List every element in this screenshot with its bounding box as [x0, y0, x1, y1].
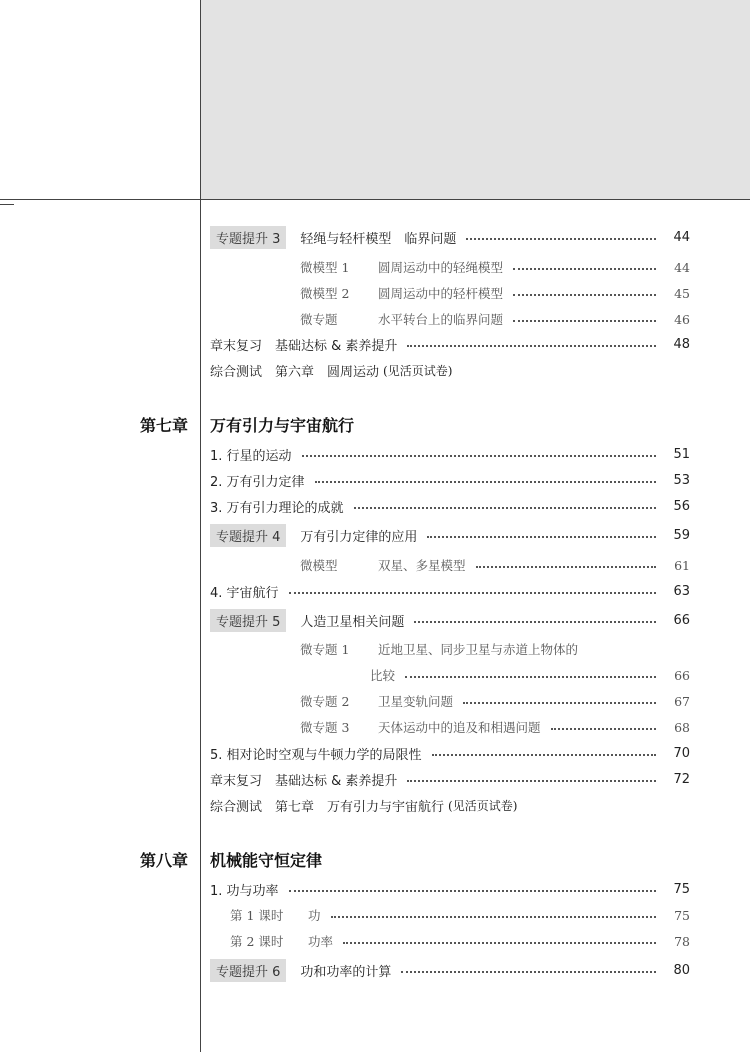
chapter-title[interactable]: 万有引力与宇宙航行 — [210, 416, 355, 435]
page-number: 78 — [674, 933, 690, 949]
page-number: 63 — [673, 583, 690, 599]
page-number: 66 — [673, 612, 690, 628]
entry-title: 圆周运动中的轻绳模型 — [378, 260, 504, 275]
chapter-label: 第七章 — [140, 416, 189, 435]
toc-entry[interactable] — [210, 359, 662, 381]
dot-leader — [466, 238, 656, 240]
entry-note: (见活页试卷) — [383, 363, 453, 378]
dot-leader — [414, 621, 656, 623]
toc-subentry[interactable] — [300, 716, 690, 738]
dot-leader — [551, 728, 656, 730]
entry-title: 双星、多星模型 — [378, 558, 466, 573]
toc-subentry[interactable] — [300, 638, 662, 660]
entry-note: (见活页试卷) — [448, 798, 518, 813]
toc-entry[interactable] — [210, 609, 690, 631]
entry-title: 4. 宇宙航行 — [210, 585, 279, 601]
entry-title: 天体运动中的追及和相遇问题 — [378, 720, 541, 735]
entry-title: 人造卫星相关问题 — [300, 614, 405, 630]
entry-title: 万有引力定律的应用 — [300, 529, 418, 545]
toc-entry[interactable] — [210, 495, 690, 517]
dot-leader — [513, 320, 656, 322]
toc-entry[interactable] — [210, 524, 690, 546]
entry-label: 第 2 课时 — [230, 934, 284, 949]
dot-leader — [331, 916, 656, 918]
page-number: 53 — [673, 472, 690, 488]
entry-label: 第 1 课时 — [230, 908, 284, 923]
toc-subentry-continued[interactable] — [370, 664, 690, 686]
dot-leader — [432, 754, 656, 756]
margin-mark — [0, 204, 14, 205]
page-number: 61 — [674, 557, 690, 573]
page-number: 46 — [674, 311, 690, 327]
topic-tag: 专题提升 5 — [210, 609, 286, 632]
dot-leader — [289, 890, 656, 892]
entry-label: 微专题 — [300, 312, 338, 327]
entry-label: 微专题 2 — [300, 694, 350, 709]
header-gray-block — [201, 0, 750, 199]
toc-subentry[interactable] — [230, 904, 690, 926]
toc-subentry[interactable] — [230, 930, 690, 952]
page-number: 68 — [674, 719, 690, 735]
toc-entry[interactable] — [210, 226, 690, 248]
entry-title: 圆周运动中的轻杆模型 — [378, 286, 504, 301]
topic-tag: 专题提升 6 — [210, 959, 286, 982]
dot-leader — [401, 971, 656, 973]
horizontal-rule — [0, 199, 750, 200]
entry-label: 微专题 3 — [300, 720, 350, 735]
dot-leader — [463, 702, 656, 704]
entry-title: 水平转台上的临界问题 — [378, 312, 504, 327]
entry-title: 1. 行星的运动 — [210, 448, 292, 464]
page-number: 70 — [673, 745, 690, 761]
entry-title: 综合测试 第六章 圆周运动 — [210, 364, 380, 380]
entry-title: 卫星变轨问题 — [378, 694, 454, 709]
dot-leader — [476, 566, 656, 568]
toc-subentry[interactable] — [300, 256, 690, 278]
dot-leader — [343, 942, 656, 944]
dot-leader — [302, 455, 656, 457]
toc-entry[interactable] — [210, 469, 690, 491]
page-number: 59 — [673, 527, 690, 543]
toc-subentry[interactable] — [300, 282, 690, 304]
dot-leader — [289, 592, 656, 594]
entry-title: 章末复习 基础达标 & 素养提升 — [210, 773, 398, 789]
page-number: 45 — [674, 285, 690, 301]
entry-label: 微模型 — [300, 558, 338, 573]
dot-leader — [513, 268, 656, 270]
entry-title: 功 — [308, 908, 321, 923]
toc-entry[interactable] — [210, 794, 662, 816]
entry-title: 5. 相对论时空观与牛顿力学的局限性 — [210, 747, 422, 763]
dot-leader — [407, 345, 656, 347]
toc-entry[interactable] — [210, 768, 690, 790]
toc-subentry[interactable] — [300, 690, 690, 712]
page-number: 44 — [674, 259, 690, 275]
page-number: 66 — [674, 667, 690, 683]
entry-label: 微模型 2 — [300, 286, 350, 301]
topic-tag: 专题提升 3 — [210, 226, 286, 249]
page-number: 75 — [674, 907, 690, 923]
entry-title: 1. 功与功率 — [210, 883, 279, 899]
toc-subentry[interactable] — [300, 308, 690, 330]
topic-tag: 专题提升 4 — [210, 524, 286, 547]
page-number: 67 — [674, 693, 690, 709]
toc-entry[interactable] — [210, 959, 690, 981]
entry-title: 功率 — [308, 934, 334, 949]
page-number: 72 — [673, 771, 690, 787]
toc-entry[interactable] — [210, 580, 690, 602]
toc-subentry[interactable] — [300, 554, 690, 576]
entry-title: 近地卫星、同步卫星与赤道上物体的 — [378, 642, 579, 657]
page-number: 80 — [673, 962, 690, 978]
dot-leader — [405, 676, 656, 678]
page-number: 44 — [673, 229, 690, 245]
entry-title: 3. 万有引力理论的成就 — [210, 500, 344, 516]
entry-label: 微专题 1 — [300, 642, 350, 657]
page-number: 48 — [673, 336, 690, 352]
entry-title: 综合测试 第七章 万有引力与宇宙航行 — [210, 799, 445, 815]
chapter-title[interactable]: 机械能守恒定律 — [210, 851, 323, 870]
page-number: 56 — [673, 498, 690, 514]
entry-title: 章末复习 基础达标 & 素养提升 — [210, 338, 398, 354]
entry-title: 比较 — [370, 668, 396, 683]
dot-leader — [407, 780, 656, 782]
toc-entry[interactable] — [210, 742, 690, 764]
chapter-label: 第八章 — [140, 851, 189, 870]
page-number: 51 — [673, 446, 690, 462]
dot-leader — [513, 294, 656, 296]
dot-leader — [427, 536, 656, 538]
entry-label: 微模型 1 — [300, 260, 350, 275]
toc-entry[interactable] — [210, 878, 690, 900]
toc-entry[interactable] — [210, 443, 690, 465]
dot-leader — [315, 481, 656, 483]
entry-title: 功和功率的计算 — [300, 964, 392, 980]
toc-entry[interactable] — [210, 333, 690, 355]
entry-title: 轻绳与轻杆模型 临界问题 — [300, 231, 457, 247]
dot-leader — [354, 507, 656, 509]
entry-title: 2. 万有引力定律 — [210, 474, 305, 490]
page-number: 75 — [673, 881, 690, 897]
